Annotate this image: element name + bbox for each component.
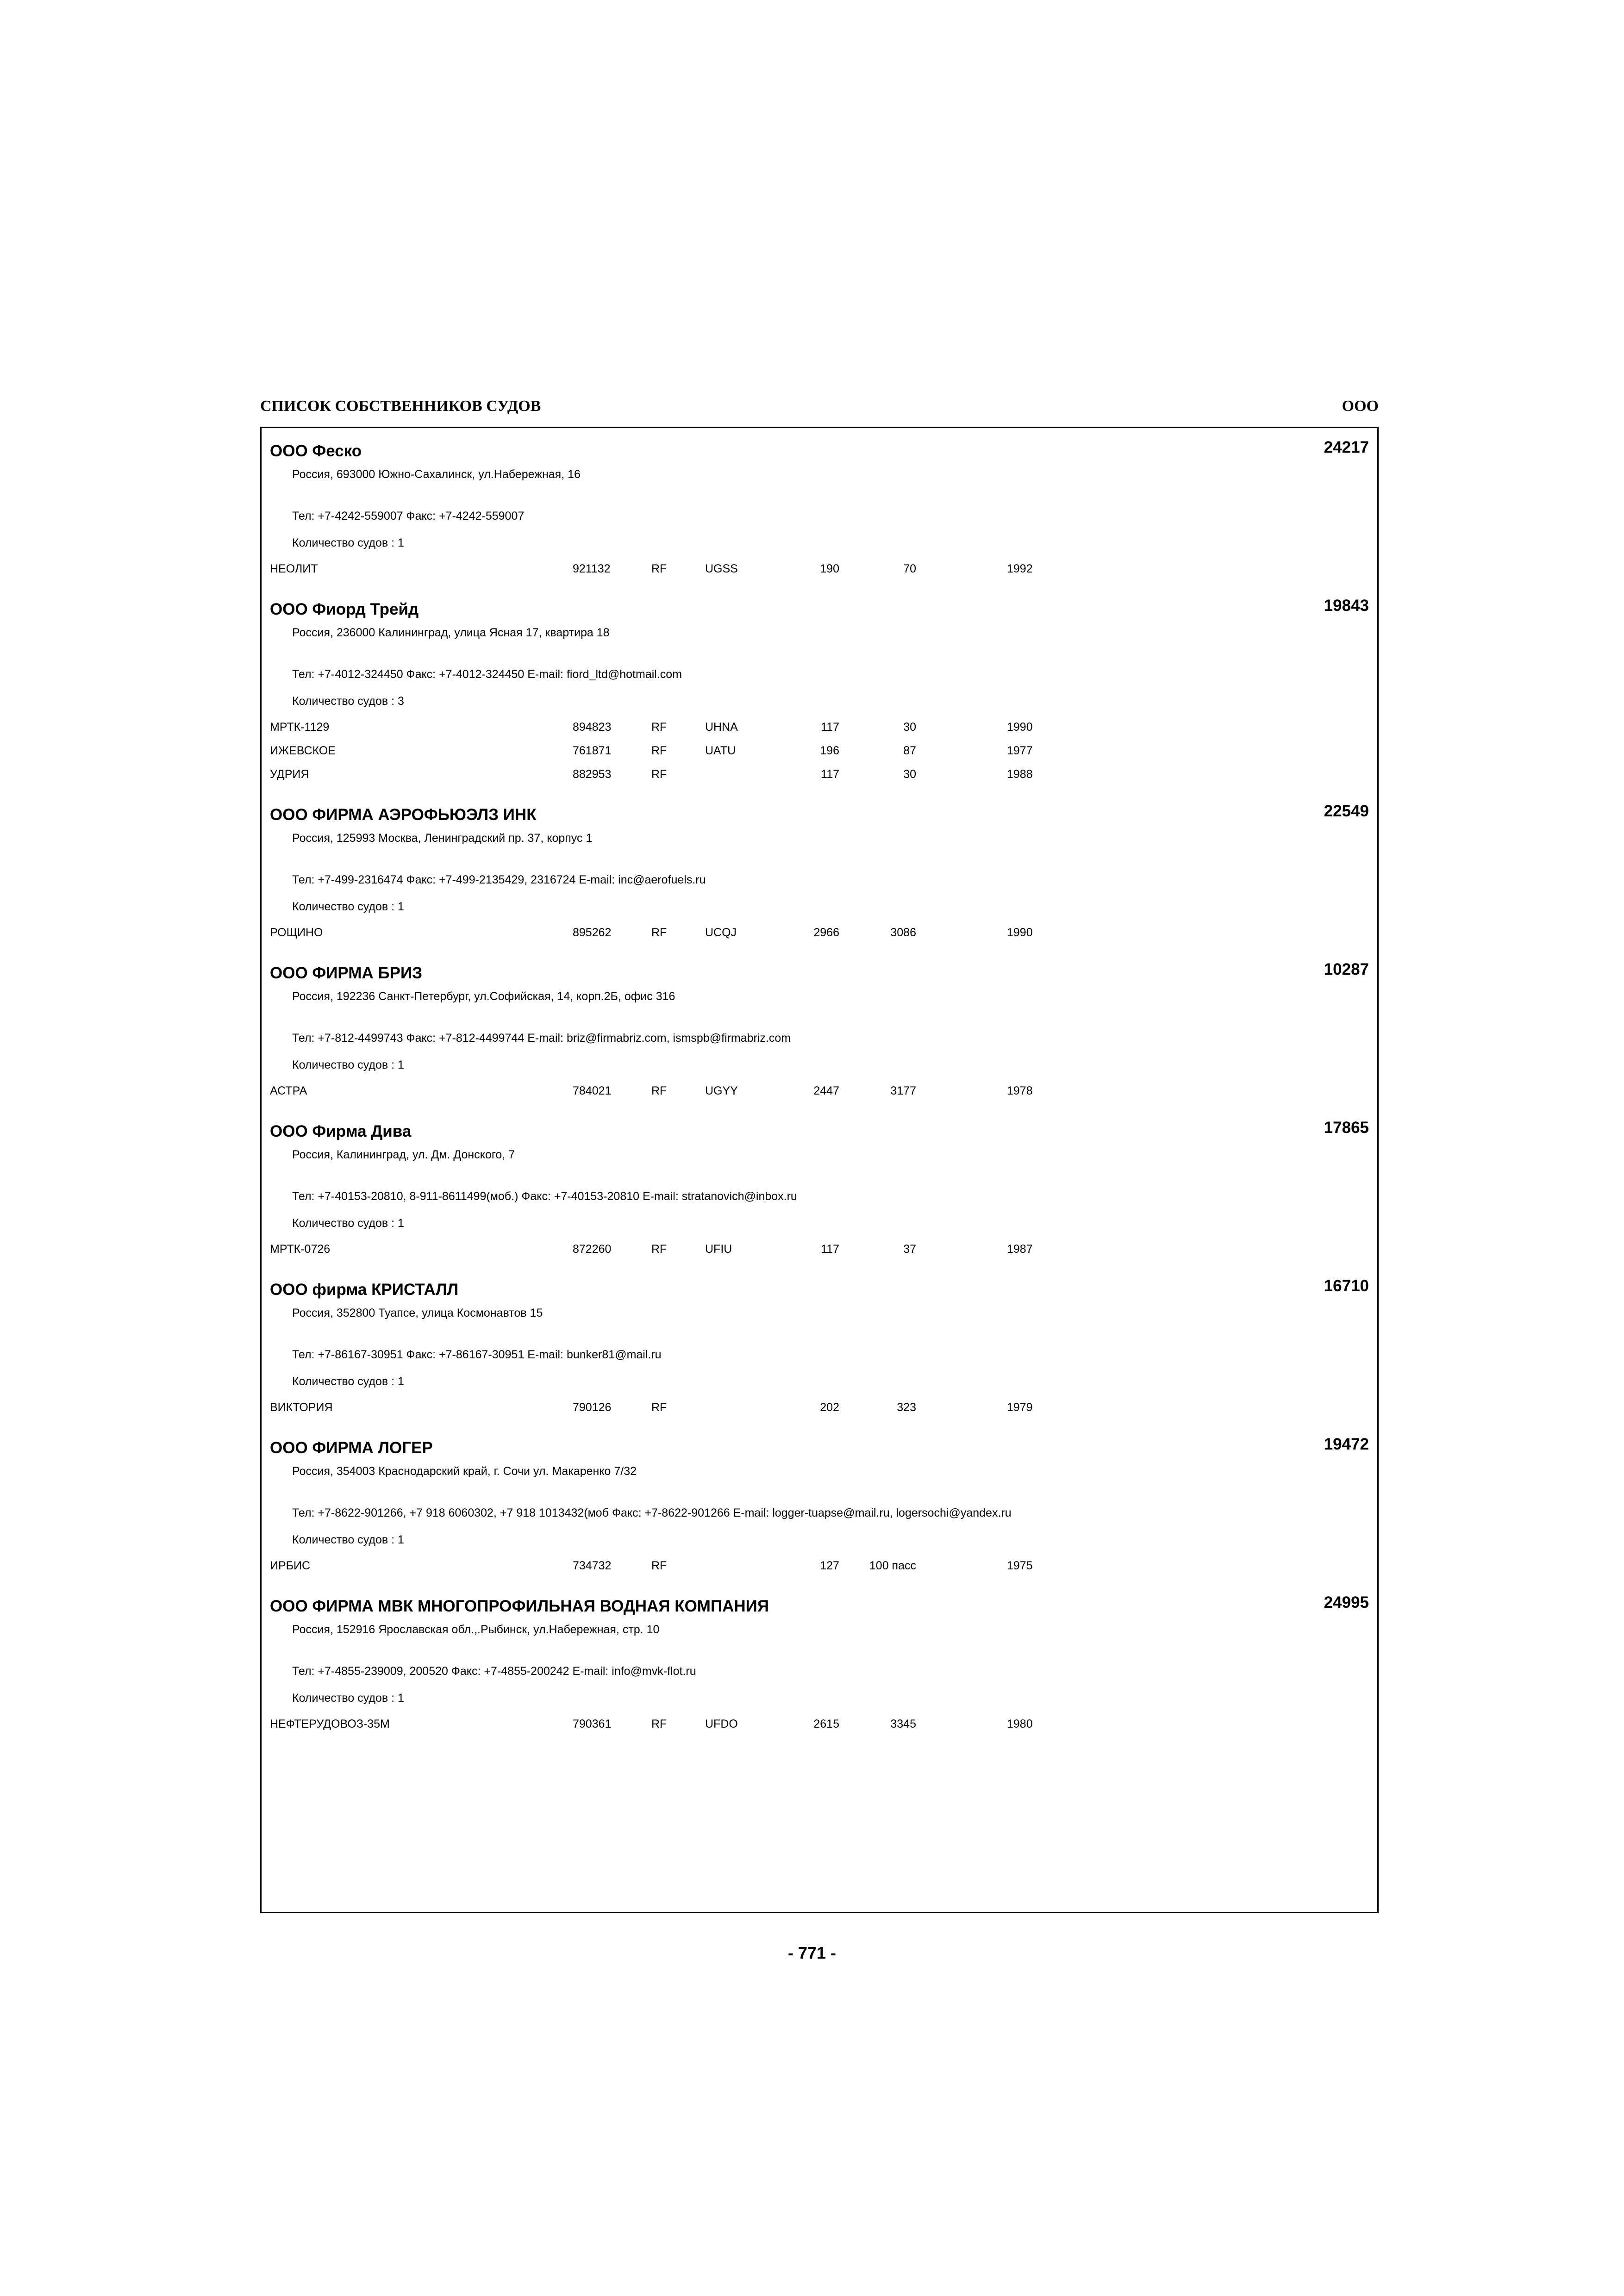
- company-entry: [262, 1267, 1377, 1425]
- company-address: Россия, Калининград, ул. Дм. Донского, 7: [292, 1148, 515, 1161]
- vessel-gross-tonnage: 2615: [813, 1717, 839, 1730]
- company-entry: [262, 1583, 1377, 1742]
- vessel-deadweight: 30: [903, 721, 916, 734]
- company-id: 24217: [1324, 438, 1369, 456]
- vessel-gross-tonnage: 2447: [813, 1084, 839, 1097]
- vessel-gross-tonnage: 117: [821, 768, 839, 781]
- vessel-build-year: 1980: [1007, 1717, 1033, 1730]
- vessel-gross-tonnage: 190: [820, 562, 839, 575]
- company-id: 22549: [1324, 802, 1369, 820]
- vessel-name: МРТК-1129: [270, 721, 330, 734]
- vessel-name: УДРИЯ: [270, 768, 309, 781]
- vessel-row: [262, 720, 1377, 743]
- company-entry: [262, 586, 1377, 792]
- company-address: Россия, 152916 Ярославская обл.,.Рыбинск, ул.Набережная, стр. 10: [292, 1623, 660, 1636]
- vessel-reg-number: 882953: [573, 768, 612, 781]
- vessel-name: ВИКТОРИЯ: [270, 1401, 333, 1414]
- vessel-row: [262, 743, 1377, 767]
- company-address: Россия, 125993 Москва, Ленинградский пр. 37, корпус 1: [292, 832, 593, 845]
- vessel-call-sign: UGYY: [705, 1084, 738, 1097]
- page-title: СПИСОК СОБСТВЕННИКОВ СУДОВ: [260, 398, 541, 415]
- vessel-flag: RF: [651, 1084, 667, 1097]
- company-name: ООО Фирма Дива: [270, 1122, 412, 1140]
- vessel-flag: RF: [651, 768, 667, 781]
- vessel-count: Количество судов : 3: [292, 695, 404, 708]
- company-entry: [262, 950, 1377, 1108]
- vessel-reg-number: 784021: [573, 1084, 612, 1097]
- company-name: ООО Феско: [270, 442, 362, 460]
- vessel-build-year: 1975: [1007, 1559, 1033, 1572]
- vessel-count: Количество судов : 1: [292, 900, 404, 913]
- company-id: 10287: [1324, 960, 1369, 978]
- company-contacts: Тел: +7-4855-239009, 200520 Факс: +7-4855-200242 E-mail: info@mvk-flot.ru: [292, 1665, 696, 1678]
- vessel-deadweight: 3177: [890, 1084, 916, 1097]
- vessel-call-sign: UFIU: [705, 1243, 732, 1256]
- company-name: ООО ФИРМА ЛОГЕР: [270, 1439, 433, 1457]
- vessel-count: Количество судов : 1: [292, 1692, 404, 1705]
- owners-list-frame: [260, 427, 1379, 1913]
- company-id: 17865: [1324, 1119, 1369, 1137]
- vessel-gross-tonnage: 117: [821, 721, 839, 734]
- company-name: ООО ФИРМА БРИЗ: [270, 964, 423, 982]
- vessel-build-year: 1977: [1007, 744, 1033, 757]
- company-entry: [262, 1425, 1377, 1583]
- vessel-build-year: 1978: [1007, 1084, 1033, 1097]
- company-id: 24995: [1324, 1593, 1369, 1612]
- company-contacts: Тел: +7-40153-20810, 8-911-8611499(моб.) Факс: +7-40153-20810 E-mail: stratanovich@inbox.ru: [292, 1190, 797, 1203]
- vessel-gross-tonnage: 202: [820, 1401, 839, 1414]
- vessel-gross-tonnage: 196: [820, 744, 839, 757]
- vessel-build-year: 1979: [1007, 1401, 1033, 1414]
- company-name: ООО ФИРМА АЭРОФЬЮЭЛЗ ИНК: [270, 806, 537, 824]
- company-entry: [262, 1108, 1377, 1267]
- company-contacts: Тел: +7-8622-901266, +7 918 6060302, +7 918 1013432(моб Факс: +7-8622-901266 E-mail: logger-tuapse@mail.ru, logersochi@yandex.ru: [292, 1506, 1012, 1519]
- vessel-row: [262, 1400, 1377, 1424]
- vessel-name: ИРБИС: [270, 1559, 311, 1572]
- company-address: Россия, 192236 Санкт-Петербург, ул.Софийская, 14, корп.2Б, офис 316: [292, 990, 675, 1003]
- vessel-flag: RF: [651, 721, 667, 734]
- vessel-name: РОЩИНО: [270, 926, 323, 939]
- vessel-deadweight: 323: [897, 1401, 916, 1414]
- company-contacts: Тел: +7-812-4499743 Факс: +7-812-4499744 E-mail: briz@firmabriz.com, ismspb@firmabriz.com: [292, 1032, 791, 1045]
- vessel-flag: RF: [651, 926, 667, 939]
- vessel-count: Количество судов : 1: [292, 1058, 404, 1071]
- company-contacts: Тел: +7-86167-30951 Факс: +7-86167-30951 E-mail: bunker81@mail.ru: [292, 1348, 662, 1361]
- vessel-row: [262, 1242, 1377, 1265]
- company-id: 19843: [1324, 597, 1369, 615]
- section-label: ООО: [1342, 398, 1379, 415]
- company-address: Россия, 354003 Краснодарский край, г. Сочи ул. Макаренко 7/32: [292, 1465, 637, 1478]
- company-contacts: Тел: +7-4242-559007 Факс: +7-4242-559007: [292, 510, 525, 523]
- vessel-flag: RF: [651, 1243, 667, 1256]
- vessel-call-sign: UATU: [705, 744, 736, 757]
- company-entry: [262, 428, 1377, 586]
- vessel-row: [262, 1717, 1377, 1740]
- company-name: ООО фирма КРИСТАЛЛ: [270, 1281, 459, 1299]
- vessel-deadweight: 87: [903, 744, 916, 757]
- company-entry: [262, 792, 1377, 950]
- vessel-count: Количество судов : 1: [292, 1533, 404, 1546]
- vessel-name: НЕОЛИТ: [270, 562, 318, 575]
- vessel-name: МРТК-0726: [270, 1243, 331, 1256]
- vessel-row: [262, 925, 1377, 949]
- vessel-gross-tonnage: 127: [820, 1559, 839, 1572]
- vessel-reg-number: 734732: [573, 1559, 612, 1572]
- vessel-deadweight: 30: [903, 768, 916, 781]
- vessel-flag: RF: [651, 562, 667, 575]
- vessel-row: [262, 1083, 1377, 1107]
- vessel-deadweight: 70: [903, 562, 916, 575]
- vessel-name: АСТРА: [270, 1084, 307, 1097]
- company-name: ООО ФИРМА МВК МНОГОПРОФИЛЬНАЯ ВОДНАЯ КОМПАНИЯ: [270, 1597, 769, 1615]
- vessel-row: [262, 561, 1377, 585]
- vessel-reg-number: 895262: [573, 926, 612, 939]
- vessel-gross-tonnage: 117: [821, 1243, 839, 1256]
- vessel-reg-number: 894823: [573, 721, 612, 734]
- vessel-reg-number: 872260: [573, 1243, 612, 1256]
- vessel-flag: RF: [651, 1559, 667, 1572]
- vessel-name: НЕФТЕРУДОВОЗ-35М: [270, 1717, 390, 1730]
- vessel-count: Количество судов : 1: [292, 1217, 404, 1230]
- company-address: Россия, 236000 Калининград, улица Ясная 17, квартира 18: [292, 626, 610, 639]
- company-id: 16710: [1324, 1277, 1369, 1295]
- vessel-call-sign: UCQJ: [705, 926, 737, 939]
- company-id: 19472: [1324, 1435, 1369, 1453]
- vessel-row: [262, 1558, 1377, 1582]
- vessel-deadweight: 100 пасс: [869, 1559, 916, 1572]
- company-address: Россия, 352800 Туапсе, улица Космонавтов 15: [292, 1307, 543, 1319]
- vessel-flag: RF: [651, 1717, 667, 1730]
- vessel-row: [262, 767, 1377, 790]
- vessel-build-year: 1988: [1007, 768, 1033, 781]
- vessel-reg-number: 790126: [573, 1401, 612, 1414]
- vessel-reg-number: 790361: [573, 1717, 612, 1730]
- vessel-build-year: 1990: [1007, 721, 1033, 734]
- vessel-call-sign: UHNA: [705, 721, 738, 734]
- page-header: [260, 392, 1379, 420]
- company-name: ООО Фиорд Трейд: [270, 600, 419, 618]
- vessel-reg-number: 761871: [573, 744, 612, 757]
- vessel-build-year: 1990: [1007, 926, 1033, 939]
- page-number: - 771 -: [787, 1943, 837, 1962]
- vessel-build-year: 1987: [1007, 1243, 1033, 1256]
- vessel-deadweight: 37: [903, 1243, 916, 1256]
- vessel-count: Количество судов : 1: [292, 536, 404, 549]
- vessel-call-sign: UFDO: [705, 1717, 738, 1730]
- vessel-flag: RF: [651, 1401, 667, 1414]
- company-address: Россия, 693000 Южно-Сахалинск, ул.Набережная, 16: [292, 468, 581, 481]
- vessel-name: ИЖЕВСКОЕ: [270, 744, 336, 757]
- vessel-deadweight: 3345: [890, 1717, 916, 1730]
- company-contacts: Тел: +7-499-2316474 Факс: +7-499-2135429, 2316724 E-mail: inc@aerofuels.ru: [292, 873, 706, 886]
- vessel-flag: RF: [651, 744, 667, 757]
- company-contacts: Тел: +7-4012-324450 Факс: +7-4012-324450 E-mail: fiord_ltd@hotmail.com: [292, 668, 682, 681]
- vessel-gross-tonnage: 2966: [813, 926, 839, 939]
- vessel-build-year: 1992: [1007, 562, 1033, 575]
- vessel-reg-number: 921132: [573, 562, 611, 575]
- vessel-count: Количество судов : 1: [292, 1375, 404, 1388]
- vessel-deadweight: 3086: [890, 926, 916, 939]
- vessel-call-sign: UGSS: [705, 562, 738, 575]
